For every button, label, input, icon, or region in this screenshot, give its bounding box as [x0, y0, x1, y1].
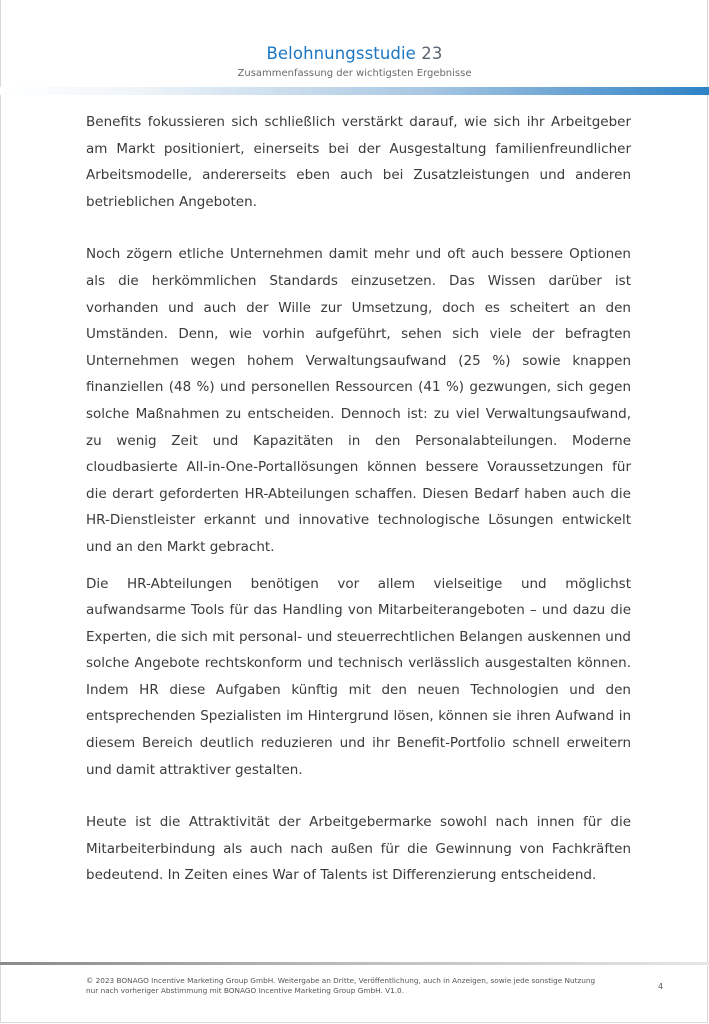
body-content — [86, 109, 631, 889]
footer-copyright: © 2023 BONAGO Incentive Marketing Group GmbH. Weitergabe an Dritte, Veröffentlichung, auch in Anzeigen, sowie jede sonstige Nutzung nur nach vorheriger Abstimmung mit BONAGO Incentive Marketing Group GmbH. V1.0. — [86, 976, 596, 995]
paragraph-4: Heute ist die Attraktivität der Arbeitgebermarke sowohl nach innen für die Mitarbeiterbindung als auch nach außen für die Gewinnung von Fachkräften bedeutend. In Zeiten eines War of Talents ist Differenzierung entscheidend. — [86, 814, 631, 884]
header-gradient-rule — [0, 87, 709, 95]
paragraph-1: Benefits fokussieren sich schließlich verstärkt darauf, wie sich ihr Arbeitgeber am Markt positioniert, einerseits bei der Ausgestaltung familienfreundlicher Arbeitsmodelle, andererseits eben auch bei Zusatzleistungen und anderen betrieblichen Angeboten. — [86, 114, 631, 210]
document-title-text: Belohnungsstudie — [266, 44, 416, 63]
paragraph-3: Die HR-Abteilungen benötigen vor allem vielseitige und möglichst aufwandsarme Tools für das Handling von Mitarbeiterangeboten – und dazu die Experten, die sich mit personal- und steuerrechtlichen Belangen auskennen und solche Angebote rechtskonform und technisch verlässlich ausgestalten können. Indem HR diese Aufgaben künftig mit den neuen Technologien und den entsprechenden Spezialisten im Hintergrund lösen, können sie ihren Aufwand in diesem Bereich deutlich reduzieren und ihr Benefit-Portfolio schnell erweitern und damit attraktiver gestalten. — [86, 575, 631, 778]
document-title-number: 23 — [421, 44, 443, 63]
document-subtitle: Zusammenfassung der wichtigsten Ergebnisse — [237, 68, 472, 79]
paragraph-2: Noch zögern etliche Unternehmen damit mehr und oft auch bessere Optionen als die herkömmlichen Standards einzusetzen. Das Wissen darüber ist vorhanden und auch der Wille zur Umsetzung, doch es scheitert an den Umständen. Denn, wie vorhin aufgeführt, sehen sich viele der befragten Unternehmen wegen hohem Verwaltungsaufwand (25 %) sowie knappen finanziellen (48 %) und personellen Ressourcen (41 %) gezwungen, sich gegen solche Maßnahmen zu entscheiden. Dennoch ist: zu viel Verwaltungsaufwand, zu wenig Zeit und Kapazitäten in den Personalabteilungen. Moderne cloudbasierte All-in-One-Portallösungen können bessere Voraussetzungen für die derart geforderten HR-Abteilungen schaffen. Diesen Bedarf haben auch die HR-Dienstleister erkannt und innovative technologische Lösungen entwickelt und an den Markt gebracht. — [86, 246, 631, 555]
document-title — [0, 44, 709, 64]
page-header — [0, 44, 709, 80]
footer-gradient-rule — [0, 962, 709, 965]
page-number: 4 — [658, 982, 664, 991]
